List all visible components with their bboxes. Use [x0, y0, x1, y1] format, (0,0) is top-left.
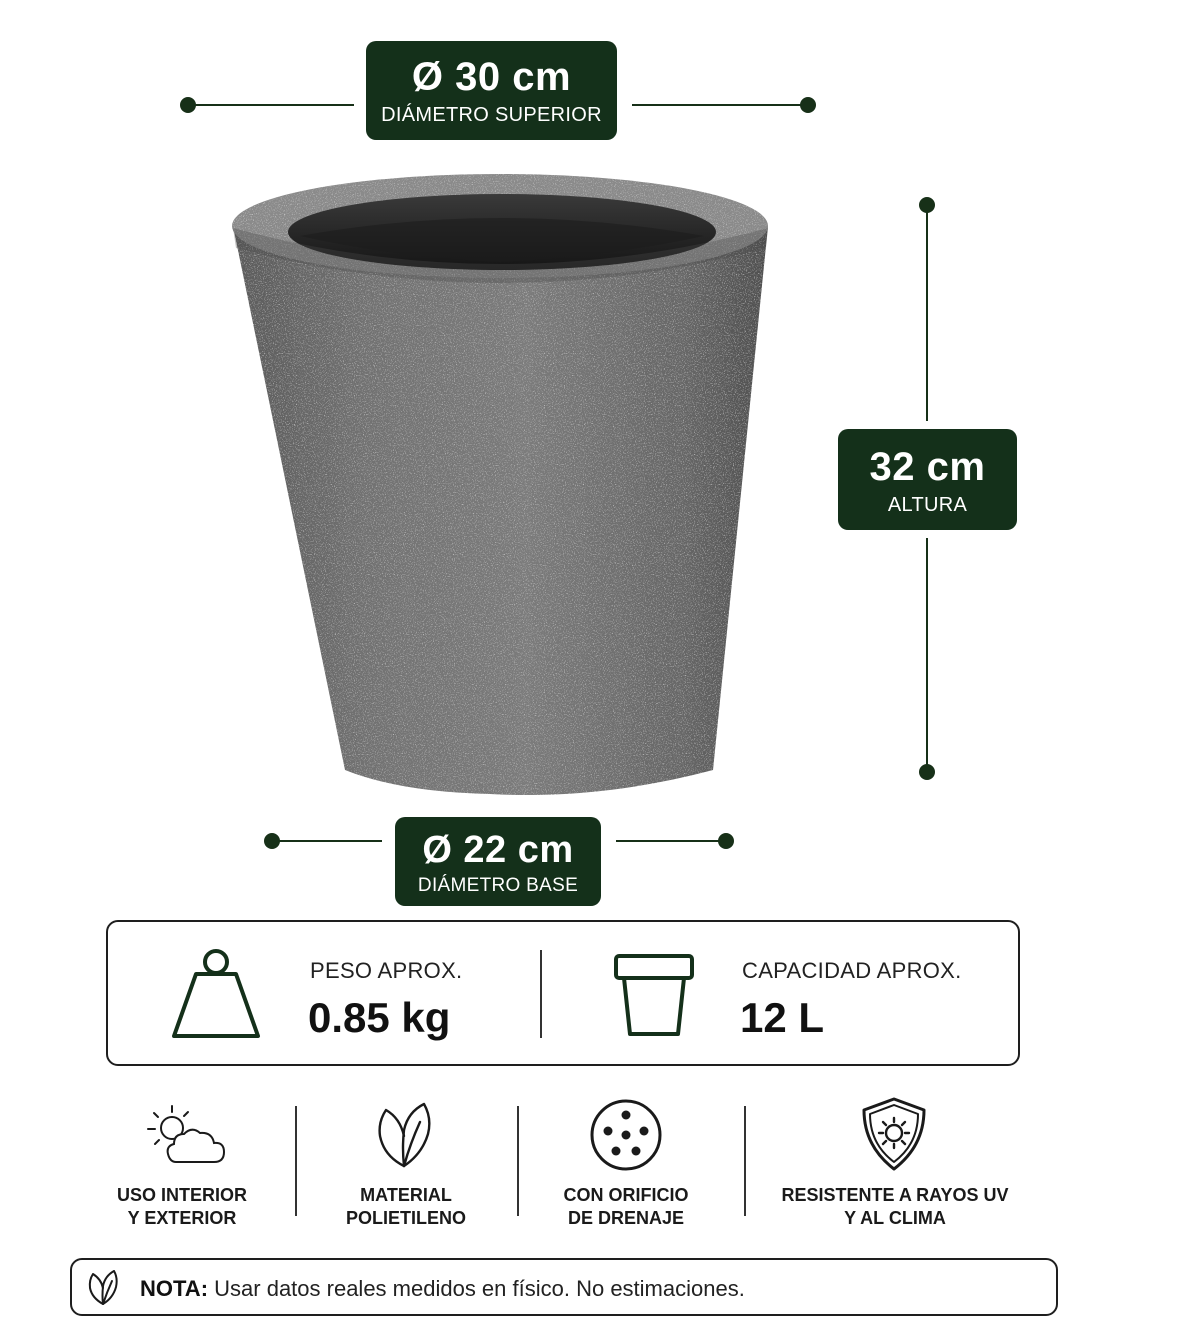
weight-icon: [170, 944, 266, 1040]
pot-icon: [612, 952, 696, 1038]
drainage-icon: [589, 1098, 663, 1172]
feature-separator-1: [295, 1106, 297, 1216]
specs-box: [106, 920, 1020, 1066]
base-diameter-line-left: [272, 840, 382, 842]
note-message: Usar datos reales medidos en físico. No estimaciones.: [208, 1276, 745, 1301]
height-line-bottom: [926, 538, 928, 772]
base-diameter-caption: DIÁMETRO BASE: [417, 875, 579, 896]
feature-separator-3: [744, 1106, 746, 1216]
top-diameter-caption: DIÁMETRO SUPERIOR: [381, 104, 602, 126]
height-caption: ALTURA: [887, 494, 968, 516]
feature-material-line2: POLIETILENO: [345, 1208, 466, 1228]
feature-indoor-outdoor: [92, 1184, 272, 1230]
feature-separator-2: [517, 1106, 519, 1216]
top-diameter-end-dot: [800, 97, 816, 113]
top-diameter-line-right: [632, 104, 808, 106]
feature-uv-resistant: [764, 1184, 1026, 1230]
sun-cloud-icon: [142, 1102, 228, 1168]
leaf-icon: [372, 1100, 438, 1170]
weight-value: 0.85 kg: [308, 994, 451, 1041]
capacity-value: 12 L: [740, 994, 825, 1041]
base-diameter-end-dot: [718, 833, 734, 849]
feature-drainage: [536, 1184, 716, 1230]
note-leaf-icon: [86, 1270, 122, 1306]
capacity-title: CAPACIDAD APROX.: [742, 958, 962, 983]
note-label: NOTA:: [140, 1276, 209, 1301]
height-value: 32 cm: [869, 445, 986, 489]
specs-divider: [540, 950, 542, 1038]
height-end-dot: [919, 764, 935, 780]
height-label: [838, 429, 1017, 530]
top-diameter-line-left: [188, 104, 354, 106]
note-bar: [70, 1258, 1058, 1316]
feature-uv-resistant-line1: RESISTENTE A RAYOS UV: [781, 1185, 1009, 1205]
feature-indoor-outdoor-line2: Y EXTERIOR: [127, 1208, 237, 1228]
top-diameter-value: Ø 30 cm: [411, 55, 572, 99]
feature-material-line1: MATERIAL: [360, 1185, 452, 1205]
note-text: [140, 1276, 745, 1302]
shield-sun-icon: [860, 1096, 928, 1172]
base-diameter-label: [395, 817, 601, 906]
feature-material: [316, 1184, 496, 1230]
feature-indoor-outdoor-line1: USO INTERIOR: [116, 1185, 247, 1205]
weight-title: PESO APROX.: [310, 958, 463, 983]
height-line-top: [926, 205, 928, 421]
feature-drainage-line1: CON ORIFICIO: [563, 1185, 689, 1205]
base-diameter-value: Ø 22 cm: [422, 829, 574, 871]
base-diameter-line-right: [616, 840, 726, 842]
feature-drainage-line2: DE DRENAJE: [567, 1208, 685, 1228]
feature-uv-resistant-line2: Y AL CLIMA: [844, 1208, 946, 1228]
top-diameter-label: [366, 41, 617, 140]
